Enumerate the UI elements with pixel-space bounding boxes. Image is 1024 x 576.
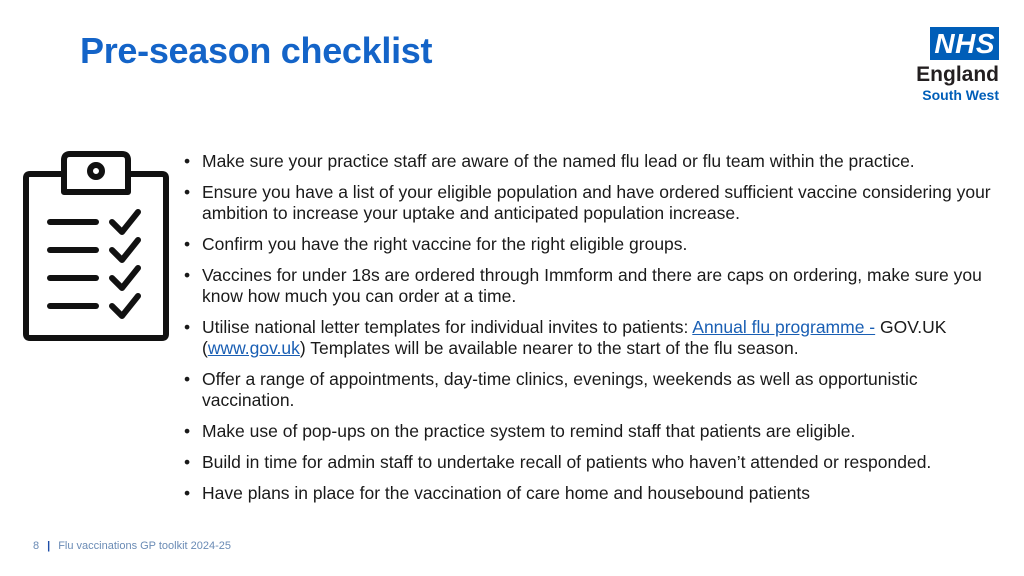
annual-flu-programme-link[interactable]: Annual flu programme - [692,317,876,337]
footer [33,540,231,552]
list-item: • Confirm you have the right vaccine for the right eligible groups. [182,234,1012,255]
checklist [182,151,1012,514]
list-item: • Utilise national letter templates for individual invites to patients: Annual flu programme - GOV.UK (www.gov.uk) Templates will be available nearer to the start of the flu season. [182,317,1012,359]
logo-org-name: England [916,63,999,86]
footer-text: Flu vaccinations GP toolkit 2024-25 [58,540,232,552]
list-item: • Make sure your practice staff are aware of the named flu lead or flu team within the practice. [182,151,1012,172]
footer-separator: | [47,540,51,552]
list-item: • Vaccines for under 18s are ordered through Immform and there are caps on ordering, make sure you know how much you can order at a time. [182,265,1012,307]
nhs-logo-mark: NHS [930,27,999,60]
list-item: • Ensure you have a list of your eligible population and have ordered sufficient vaccine considering your ambition to increase your uptake and anticipated population increase. [182,182,1012,224]
nhs-england-logo [915,27,999,103]
list-item: • Make use of pop-ups on the practice system to remind staff that patients are eligible. [182,421,1012,442]
gov-uk-link[interactable]: www.gov.uk [207,338,300,358]
list-item: • Build in time for admin staff to undertake recall of patients who haven’t attended or responded. [182,452,1012,473]
clipboard-checklist-icon [22,150,170,342]
list-item: • Have plans in place for the vaccination of care home and housebound patients [182,483,1012,504]
logo-region-name: South West [922,87,999,103]
page-number: 8 [33,540,40,552]
list-item: • Offer a range of appointments, day-time clinics, evenings, weekends as well as opportunistic vaccination. [182,369,1012,411]
page-title: Pre-season checklist [80,30,433,71]
